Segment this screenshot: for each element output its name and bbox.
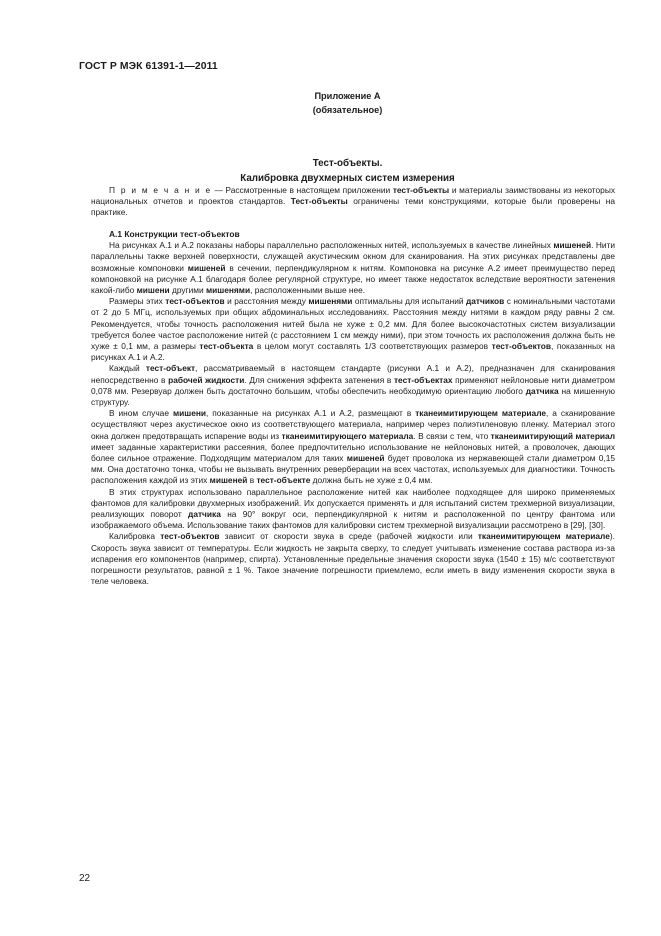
bold-term: Тест-объекты — [290, 196, 348, 207]
paragraph — [91, 487, 615, 532]
bold-term: тест-объектов — [160, 531, 220, 542]
text-run: оптимальны для испытаний — [352, 296, 466, 307]
appendix-status: (обязательное) — [312, 105, 383, 115]
section-heading: А.1 Конструкции тест-объектов — [109, 228, 240, 239]
text-run: На рисунках А.1 и А.2 показаны наборы параллельно расположенных нитей, используемых в качестве линейных — [109, 240, 554, 251]
text-run: Размеры этих — [109, 296, 166, 307]
paragraph — [91, 408, 615, 486]
text-run: . Нити параллельны также верхней поверхности, служащей акустическим окном для сканирования. На этих рисунках представлены две возможные компоновки — [91, 240, 615, 273]
bold-term: мишеней — [187, 262, 226, 273]
text-run: зависит от скорости звука в среде (рабочей жидкости или — [219, 531, 478, 542]
bold-term: мишени — [172, 408, 207, 419]
text-run: на 90° вокруг оси, перпендикулярной к нитям и расположенной по центру фантома или изображаемого объема. Использование таких фантомов для калибровки систем трехмерной визуализации рассмотрено в [29], [30]. — [91, 508, 615, 531]
bold-term: тест-объекты — [392, 185, 450, 195]
text-run: будет проволока из нержавеющей стали диаметром 0,15 мм. Она достаточно тонка, чтобы не вызывать внутренних реверберации на всех частотах, используемых для диагностики. Точность расположения каждой из этих — [91, 452, 615, 486]
paragraph — [91, 531, 615, 587]
document-code: ГОСТ Р МЭК 61391-1—2011 — [79, 61, 218, 72]
text-run: — Рассмотренные в настоящем приложении — [211, 185, 393, 195]
text-run: , расположенными выше нее. — [250, 284, 366, 295]
note-label: П р и м е ч а н и е — [109, 185, 212, 195]
bold-term: мишенями — [308, 296, 353, 307]
text-run: В этих структурах использовано параллельное расположение нитей как наиболее подходящее для широко применяемых фантомов для калибровки двухмерных изображений. Их допускается применять и для испытаний систем трехмерной визуализации, реализующих поворот — [91, 486, 615, 519]
text-run: другими — [169, 284, 206, 295]
bold-term: тест-объекта — [199, 340, 254, 351]
bold-term: мишеней — [553, 240, 592, 251]
text-run: В ином случае — [109, 408, 173, 419]
text-run: с номинальными частотами от 2 до 5 МГц, используемых при общих абдоминальных исследованиях. Расстояния между нитями в каждом ряду равны 2 см. Рекомендуется, чтобы точность расположения нитей была не хуже ± 0,2 мм. Для более высокочастотных систем визуализации требуется более частое расположение нитей (с расстоянием 1 см между ними), при этом точность их расположения должна быть не хуже ± 0,1 мм, а размеры — [91, 296, 615, 351]
paragraph — [91, 363, 615, 408]
bold-term: датчиков — [465, 296, 505, 307]
text-run: ограничены теми конструкциями, которые были проверены на практике. — [91, 196, 615, 218]
bold-term: тест-объектах — [393, 374, 453, 385]
bold-term: мишени — [136, 284, 170, 295]
text-run: ). Скорость звука зависит от температуры. Если жидкость не закрыта сверху, то следует учитывать изменение состава раствора из-за испарения его компонентов (например, спирта). Установленные предельные значения скорости звука (1540 ± 15) м/с соответствуют погрешности результатов, равной ± 1 %. Такое значение погрешности приемлемо, если иметь в виду изменения скорости звука в теле человека. — [91, 531, 615, 587]
text-run: , показанные на рисунках А.1 и А.2, размещают в — [206, 408, 416, 419]
bold-term: тканеимитирующего материала — [281, 430, 414, 441]
text-run: Калибровка — [109, 531, 161, 542]
text-run: Каждый — [109, 363, 146, 374]
text-run: , а сканирование осуществляют через акустическое окно из соответствующего материала, например через полиэтиленовую пленку. Материал этого окна должен предотвращать испарение воды из — [91, 408, 615, 441]
page-number: 22 — [79, 873, 91, 884]
text-run: на мишенную структуру. — [91, 385, 615, 407]
paragraph — [91, 240, 615, 296]
text-run: применяют нейлоновые нити диаметром 0,078 мм. Резервуар должен быть достаточно большим, чтобы обеспечить необходимую ориентацию любого — [91, 374, 615, 396]
note-paragraph — [91, 185, 615, 219]
bold-term: датчика — [525, 385, 559, 396]
text-run: , рассматриваемый в настоящем стандарте (рисунки А.1 и А.2), предназначен для сканирования непосредственно в — [91, 363, 615, 385]
text-run: имеет заданные характеристики рассеяния, более предпочтительно использование не нейлоновых нитей, а проволочек, дающих более сильное отражение. Подходящим материалом для таких — [91, 441, 615, 463]
paragraph — [91, 296, 615, 363]
appendix-label: Приложение А — [314, 91, 381, 101]
text-run: и расстояния между — [224, 296, 309, 307]
text-run: , показанных на рисунках А.1 и А.2. — [91, 340, 615, 363]
title-line-1: Тест-объекты. — [312, 158, 383, 169]
bold-term: тест-объекте — [256, 475, 311, 486]
bold-term: тканеимитирующем материале — [415, 408, 547, 419]
bold-term: датчика — [188, 508, 221, 519]
bold-term: мишеней — [209, 475, 248, 486]
bold-term: мишенями — [205, 284, 251, 295]
text-run: в — [247, 475, 257, 486]
appendix-title — [0, 156, 661, 186]
bold-term: тест-объектов — [165, 296, 225, 307]
bold-term: тест-объектов — [491, 340, 551, 351]
text-run: должна быть не хуже ± 0,4 мм. — [310, 475, 433, 486]
title-line-2: Калибровка двухмерных систем измерения — [240, 173, 455, 184]
appendix-heading — [0, 89, 661, 117]
text-run: в целом могут составлять 1/3 соответствующих размеров — [253, 340, 492, 351]
text-run: . В связи с тем, что — [413, 430, 491, 441]
bold-term: мишеней — [346, 452, 385, 463]
body-text — [91, 185, 615, 587]
text-run: и материалы заимствованы из некоторых национальных отчетов и проектов стандартов. — [91, 185, 615, 207]
bold-term: тест-объект — [145, 363, 196, 374]
text-run: в сечении, перпендикулярном к нитям. Компоновка на рисунке А.2 имеет преимущество перед компоновкой на рисунке А.1 благодаря более регулярной структуре, но имеет также недостаток вследствие вероятности затенения какой-либо — [91, 262, 615, 295]
bold-term: тканеимитирующий материал — [490, 430, 615, 441]
bold-term: рабочей жидкости — [168, 374, 245, 385]
bold-term: тканеимитирующем материале — [477, 531, 610, 542]
text-run: . Для снижения эффекта затенения в — [244, 374, 394, 385]
